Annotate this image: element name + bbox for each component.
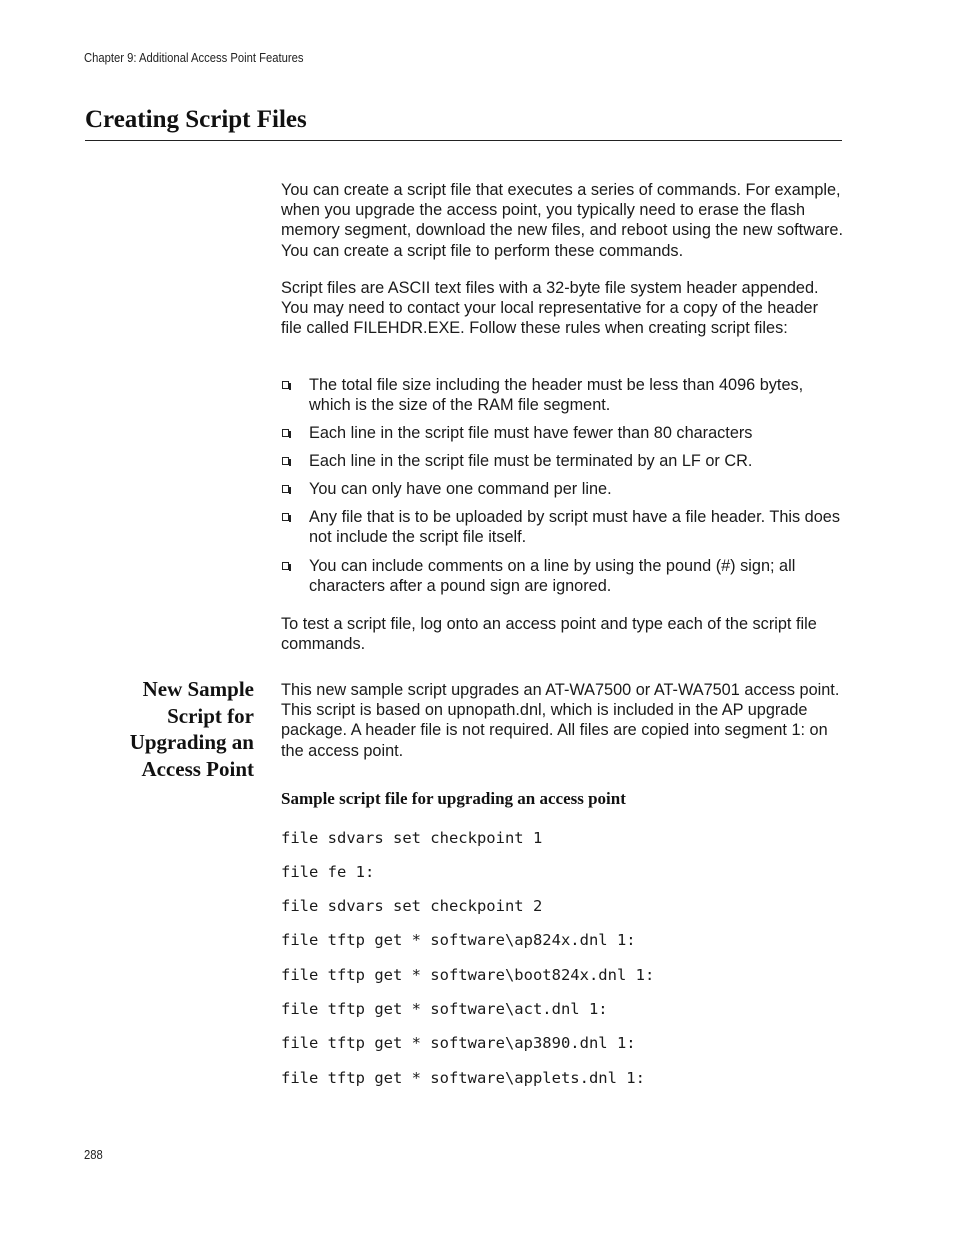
checkbox-bullet-icon (282, 513, 289, 521)
intro-paragraph-2: Script files are ASCII text files with a 32-byte file system header appended. You may need to contact your local representative for a copy of the header file called FILEHDR.EXE. Follow these rules when creating script files: (281, 279, 819, 338)
checkbox-bullet-icon (282, 381, 289, 389)
section-title: Creating Script Files (85, 106, 307, 133)
list-item: Each line in the script file must have fewer than 80 characters (281, 423, 843, 443)
test-paragraph: To test a script file, log onto an access point and type each of the script file commands. (281, 615, 817, 654)
code-line: file tftp get * software\act.dnl 1: (281, 1000, 608, 1018)
code-line: file tftp get * software\boot824x.dnl 1: (281, 966, 655, 984)
checkbox-bullet-icon (282, 485, 289, 493)
code-line: file sdvars set checkpoint 2 (281, 897, 543, 915)
list-item: You can include comments on a line by using the pound (#) sign; all characters after a pound sign are ignored. (281, 556, 843, 596)
title-rule (85, 140, 842, 141)
code-line: file tftp get * software\ap824x.dnl 1: (281, 931, 636, 949)
page-number: 288 (84, 1148, 103, 1162)
list-item: You can only have one command per line. (281, 479, 843, 499)
code-line: file tftp get * software\ap3890.dnl 1: (281, 1034, 636, 1052)
code-line: file sdvars set checkpoint 1 (281, 829, 543, 847)
list-item: The total file size including the header must be less than 4096 bytes, which is the size of the RAM file segment. (281, 375, 843, 415)
subsection-paragraph: This new sample script upgrades an AT-WA7500 or AT-WA7501 access point. This script is based on upnopath.dnl, which is included in the AP upgrade package. A header file is not required. All files are copied into segment 1: on the access point. (281, 681, 840, 760)
checkbox-bullet-icon (282, 562, 289, 570)
code-line: file tftp get * software\applets.dnl 1: (281, 1069, 645, 1087)
code-caption: Sample script file for upgrading an access point (281, 789, 626, 808)
list-item: Each line in the script file must be terminated by an LF or CR. (281, 451, 843, 471)
subsection-heading: New Sample Script for Upgrading an Access Point (129, 677, 254, 781)
code-line: file fe 1: (281, 863, 375, 881)
list-item: Any file that is to be uploaded by script must have a file header. This does not include the script file itself. (281, 507, 843, 547)
checkbox-bullet-icon (282, 457, 289, 465)
running-header: Chapter 9: Additional Access Point Features (84, 51, 304, 65)
checkbox-bullet-icon (282, 429, 289, 437)
intro-paragraph-1: You can create a script file that executes a series of commands. For example, when you upgrade the access point, you typically need to erase the flash memory segment, download the new files, and reboot using the new software. You can create a script file to perform these commands. (281, 181, 844, 260)
